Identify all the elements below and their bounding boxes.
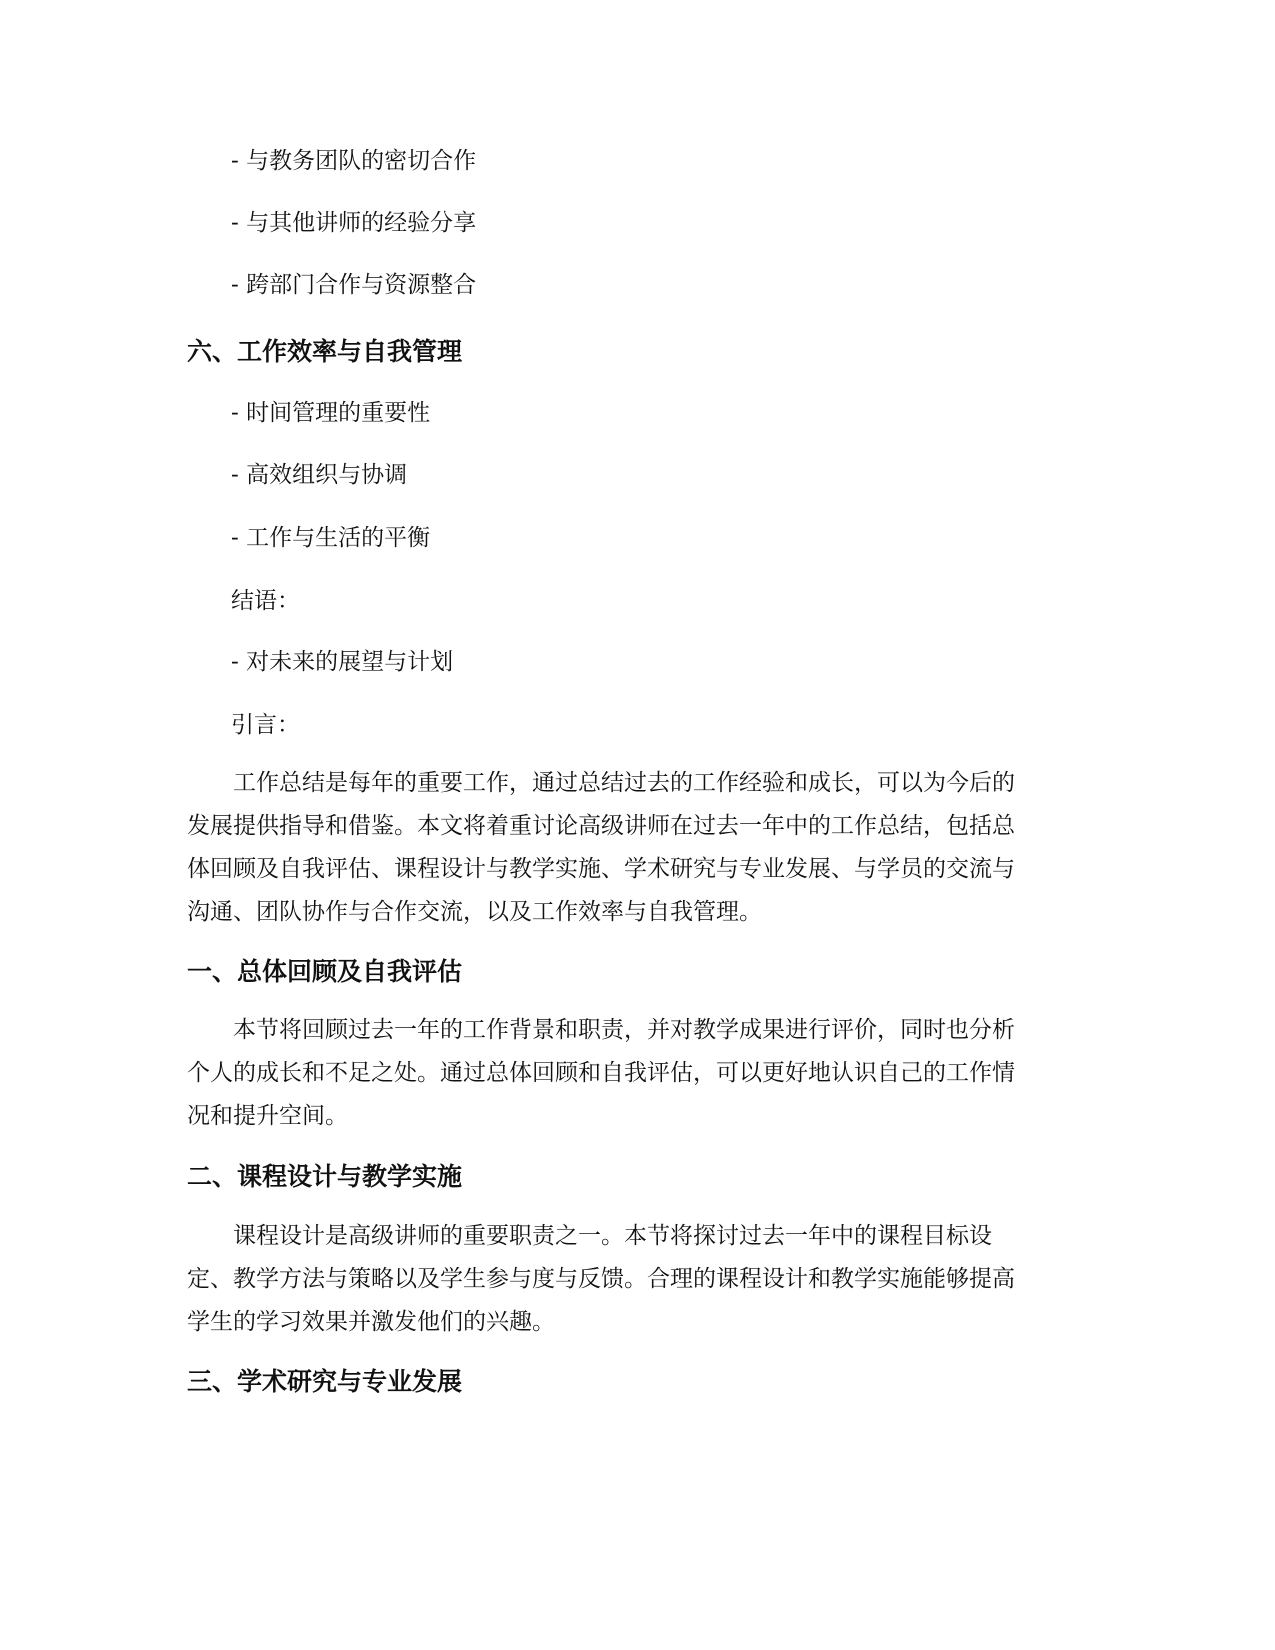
list-item: - 与教务团队的密切合作	[231, 148, 477, 174]
list-item: - 高效组织与协调	[231, 462, 408, 488]
paragraph-line: 个人的成长和不足之处。通过总体回顾和自我评估，可以更好地认识自己的工作情	[187, 1060, 1015, 1086]
paragraph-line: 本节将回顾过去一年的工作背景和职责，并对教学成果进行评价，同时也分析	[233, 1017, 1015, 1043]
section2-paragraph	[187, 1215, 1087, 1344]
list-item: - 跨部门合作与资源整合	[231, 272, 477, 298]
section-heading-1: 一、总体回顾及自我评估	[187, 957, 463, 986]
list-item: - 时间管理的重要性	[231, 400, 431, 426]
paragraph-line: 沟通、团队协作与合作交流，以及工作效率与自我管理。	[187, 899, 762, 925]
section-heading-2: 二、课程设计与教学实施	[187, 1162, 463, 1191]
intro-paragraph	[187, 762, 1087, 934]
paragraph-line: 体回顾及自我评估、课程设计与教学实施、学术研究与专业发展、与学员的交流与	[187, 856, 1015, 882]
section-heading-6: 六、工作效率与自我管理	[187, 337, 463, 366]
list-item: - 与其他讲师的经验分享	[231, 210, 477, 236]
section-heading-3: 三、学术研究与专业发展	[187, 1367, 463, 1396]
paragraph-line: 发展提供指导和借鉴。本文将着重讨论高级讲师在过去一年中的工作总结，包括总	[187, 813, 1015, 839]
paragraph-line: 学生的学习效果并激发他们的兴趣。	[187, 1309, 555, 1335]
paragraph-line: 工作总结是每年的重要工作，通过总结过去的工作经验和成长，可以为今后的	[233, 770, 1015, 796]
intro-label: 引言：	[231, 712, 300, 738]
conclusion-label: 结语：	[231, 588, 300, 614]
list-item: - 工作与生活的平衡	[231, 525, 431, 551]
paragraph-line: 课程设计是高级讲师的重要职责之一。本节将探讨过去一年中的课程目标设	[233, 1223, 992, 1249]
paragraph-line: 定、教学方法与策略以及学生参与度与反馈。合理的课程设计和教学实施能够提高	[187, 1266, 1015, 1292]
section1-paragraph	[187, 1009, 1087, 1138]
paragraph-line: 况和提升空间。	[187, 1103, 348, 1129]
list-item: - 对未来的展望与计划	[231, 649, 454, 675]
